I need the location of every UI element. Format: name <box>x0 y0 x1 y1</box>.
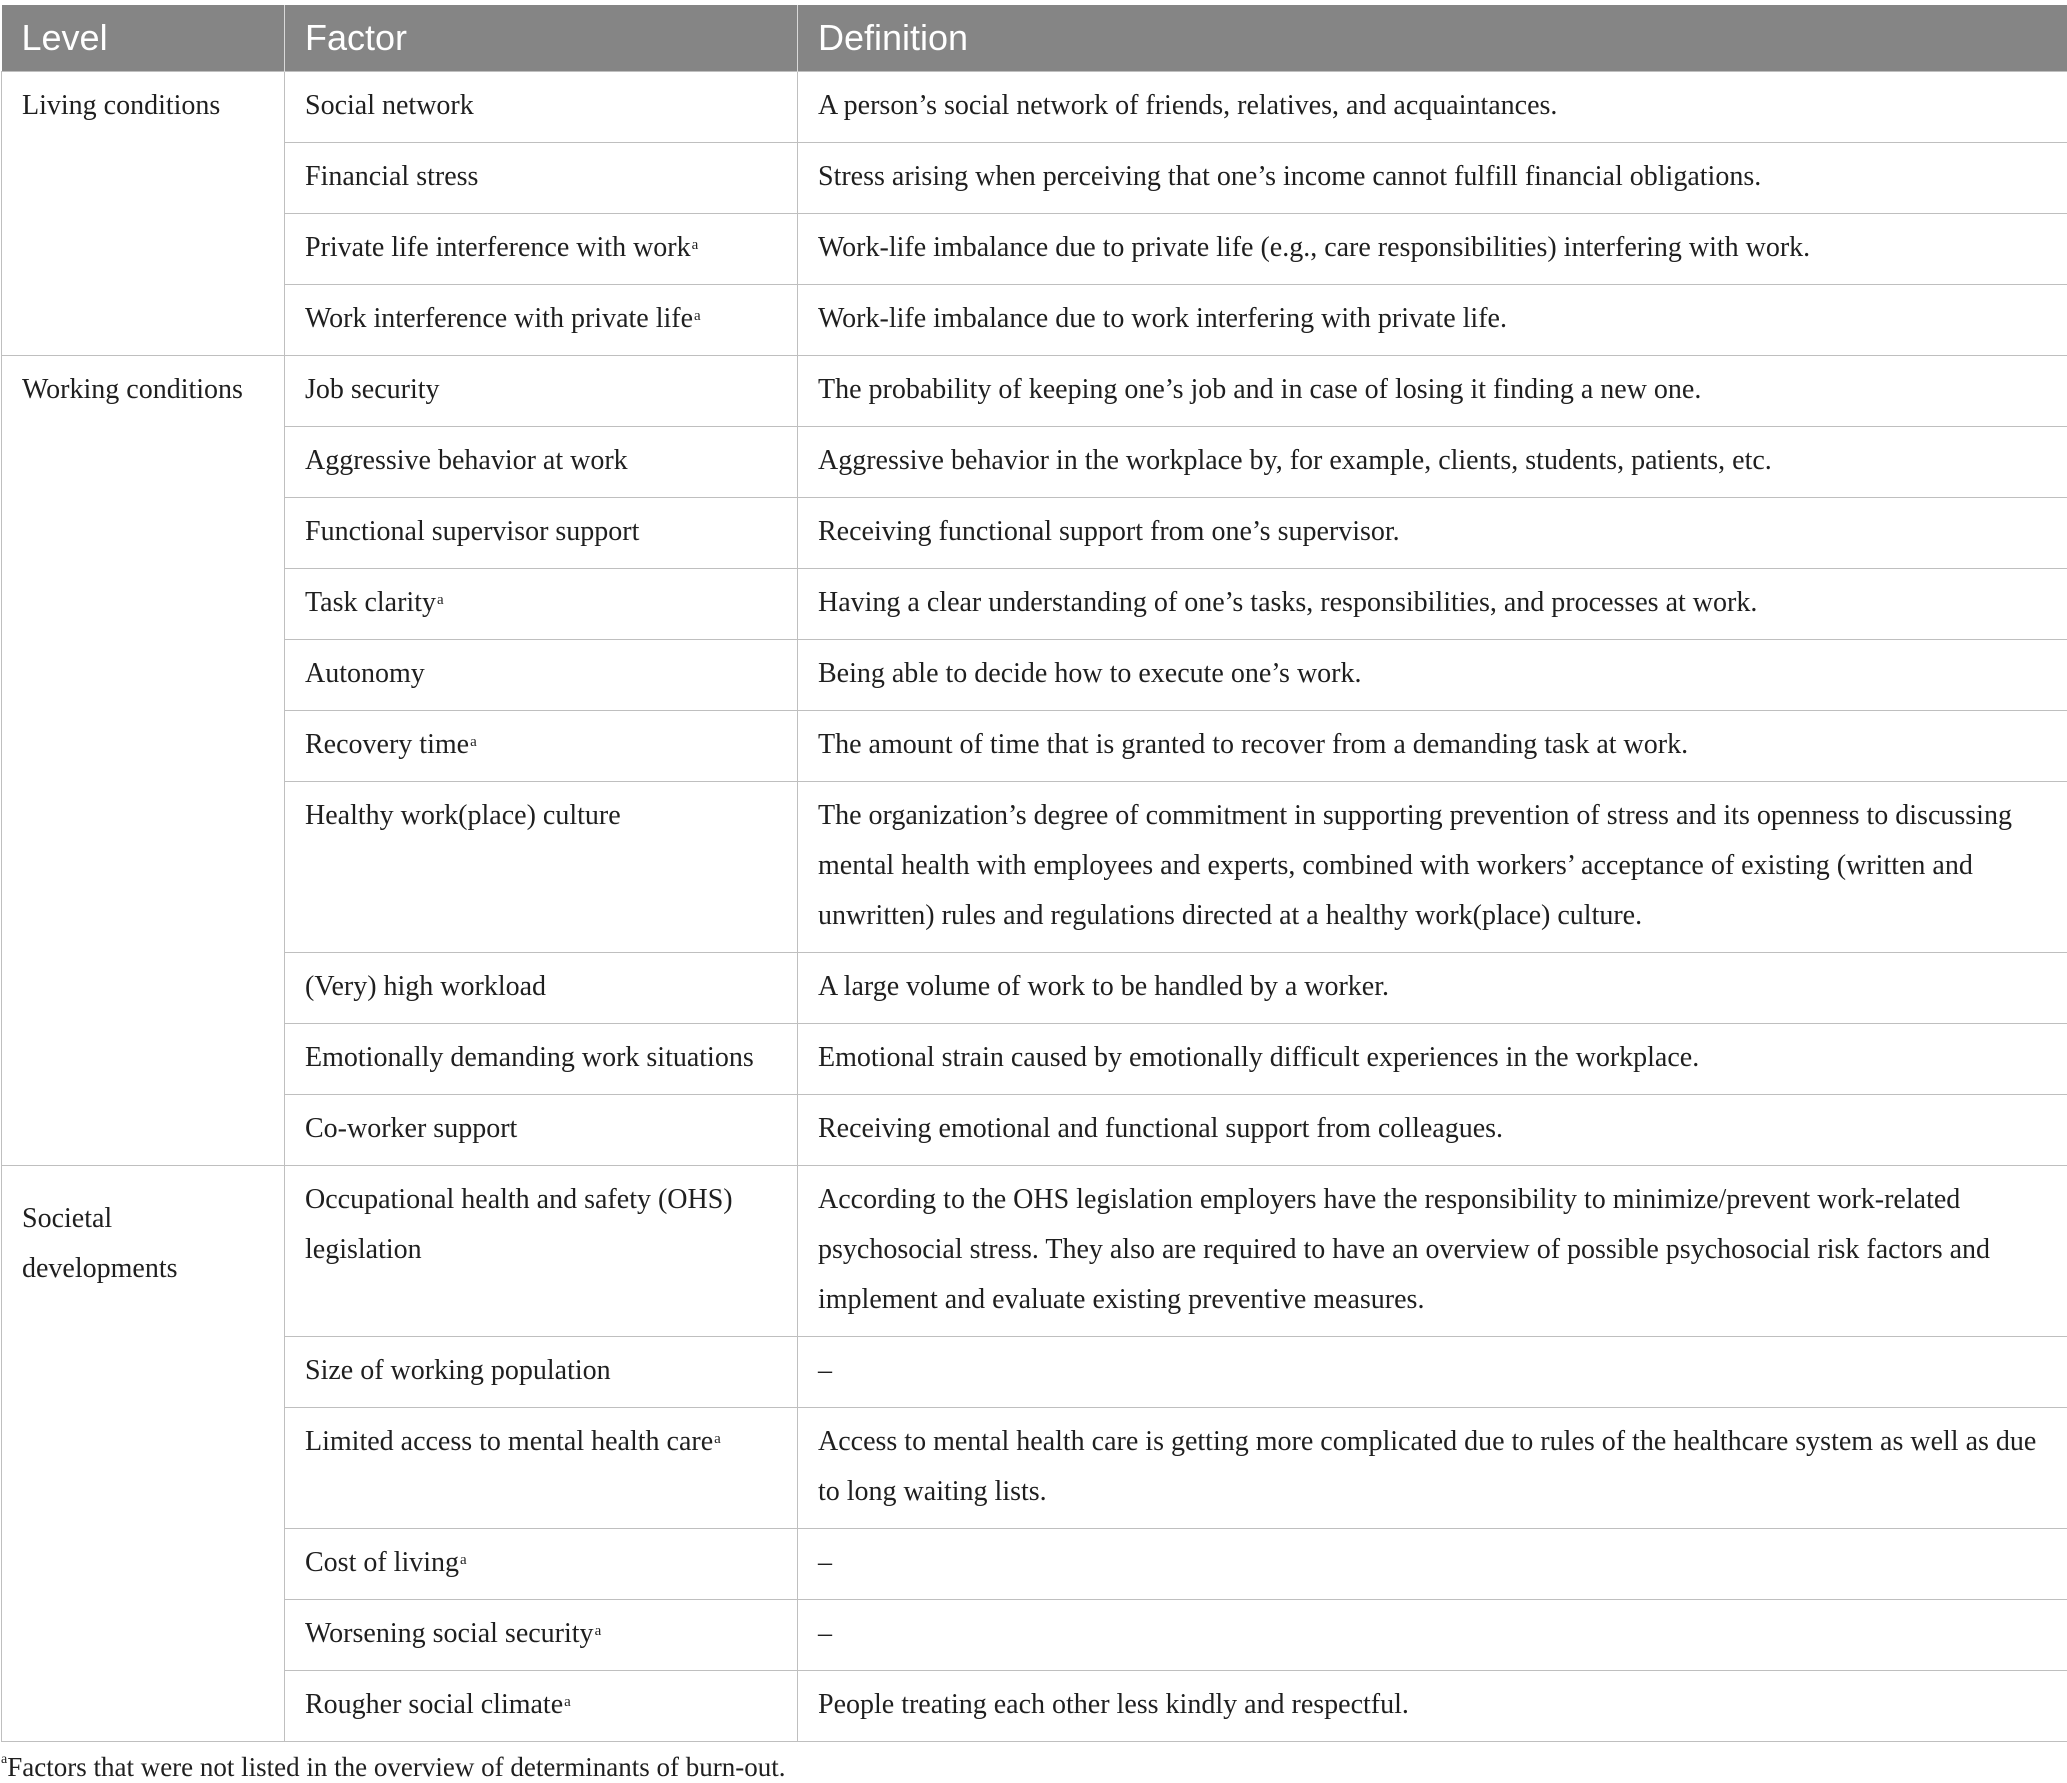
footnote-mark: a <box>595 1623 602 1639</box>
factor-text: Cost of living <box>305 1547 459 1578</box>
definition-cell: – <box>798 1600 2067 1671</box>
header-row <box>2 5 2067 72</box>
factor-text: Aggressive behavior at work <box>305 445 628 476</box>
definition-cell: Aggressive behavior in the workplace by, for example, clients, students, patients, etc. <box>798 427 2067 498</box>
factor-text: Recovery time <box>305 729 469 760</box>
definition-cell: Having a clear understanding of one’s tasks, responsibilities, and processes at work. <box>798 569 2067 640</box>
table-row <box>2 640 2067 711</box>
factor-cell <box>285 1600 798 1671</box>
definition-cell: Work-life imbalance due to private life (e.g., care responsibilities) interfering with work. <box>798 214 2067 285</box>
footnote-mark: a <box>470 734 477 750</box>
footnote-text: Factors that were not listed in the overview of determinants of burn-out. <box>7 1752 785 1782</box>
determinants-table <box>1 5 2067 1742</box>
definition-cell: Receiving emotional and functional support from colleagues. <box>798 1095 2067 1166</box>
factor-text: Functional supervisor support <box>305 516 639 547</box>
footnote-mark: a <box>692 237 699 253</box>
level-cell: Living conditions <box>2 72 285 356</box>
definition-cell: Being able to decide how to execute one’s work. <box>798 640 2067 711</box>
table-header <box>2 5 2067 72</box>
factor-cell <box>285 143 798 214</box>
definition-cell: A large volume of work to be handled by a worker. <box>798 953 2067 1024</box>
factor-text: Private life interference with work <box>305 232 691 263</box>
table-row <box>2 782 2067 953</box>
definition-cell: Receiving functional support from one’s supervisor. <box>798 498 2067 569</box>
factor-text: Work interference with private life <box>305 303 693 334</box>
table-row <box>2 356 2067 427</box>
table-row <box>2 427 2067 498</box>
table-row <box>2 1408 2067 1529</box>
definition-cell: – <box>798 1529 2067 1600</box>
table-row <box>2 1166 2067 1337</box>
definition-cell: – <box>798 1337 2067 1408</box>
factor-cell <box>285 285 798 356</box>
factor-cell <box>285 1024 798 1095</box>
table-row <box>2 1337 2067 1408</box>
definition-cell: Emotional strain caused by emotionally difficult experiences in the workplace. <box>798 1024 2067 1095</box>
factor-cell <box>285 356 798 427</box>
factor-cell <box>285 498 798 569</box>
factor-cell <box>285 782 798 953</box>
factor-cell <box>285 711 798 782</box>
definition-cell: According to the OHS legislation employers have the responsibility to minimize/prevent work-related psychosocial stress. They also are required to have an overview of possible psychosocial risk factors and implement and evaluate existing preventive measures. <box>798 1166 2067 1337</box>
factor-text: Worsening social security <box>305 1618 594 1649</box>
factor-cell <box>285 427 798 498</box>
factor-cell <box>285 1408 798 1529</box>
factor-cell <box>285 569 798 640</box>
table-container <box>1 5 2067 1783</box>
table-row <box>2 72 2067 143</box>
footnote-mark: a <box>714 1431 721 1447</box>
factor-text: Occupational health and safety (OHS) legislation <box>305 1184 733 1265</box>
footnote-mark: a <box>437 592 444 608</box>
table-row <box>2 953 2067 1024</box>
definition-cell: Access to mental health care is getting more complicated due to rules of the healthcare system as well as due to long waiting lists. <box>798 1408 2067 1529</box>
footnote-mark: a <box>564 1694 571 1710</box>
definition-cell: A person’s social network of friends, relatives, and acquaintances. <box>798 72 2067 143</box>
header-definition: Definition <box>798 5 2067 72</box>
table-row <box>2 1024 2067 1095</box>
table-row <box>2 285 2067 356</box>
factor-text: Limited access to mental health care <box>305 1426 713 1457</box>
factor-cell <box>285 72 798 143</box>
definition-cell: People treating each other less kindly and respectful. <box>798 1671 2067 1742</box>
table-row <box>2 1095 2067 1166</box>
factor-text: Social network <box>305 90 474 121</box>
factor-cell <box>285 640 798 711</box>
table-row <box>2 1671 2067 1742</box>
header-level: Level <box>2 5 285 72</box>
definition-cell: The organization’s degree of commitment in supporting prevention of stress and its openness to discussing mental health with employees and experts, combined with workers’ acceptance of existing (written and unwritten) rules and regulations directed at a healthy work(place) culture. <box>798 782 2067 953</box>
table-row <box>2 1529 2067 1600</box>
header-factor: Factor <box>285 5 798 72</box>
definition-cell: Work-life imbalance due to work interfering with private life. <box>798 285 2067 356</box>
definition-cell: The amount of time that is granted to recover from a demanding task at work. <box>798 711 2067 782</box>
factor-text: Job security <box>305 374 440 405</box>
definition-cell: The probability of keeping one’s job and in case of losing it finding a new one. <box>798 356 2067 427</box>
footnote-mark: a <box>460 1552 467 1568</box>
definition-cell: Stress arising when perceiving that one’s income cannot fulfill financial obligations. <box>798 143 2067 214</box>
factor-cell <box>285 953 798 1024</box>
factor-text: Autonomy <box>305 658 425 689</box>
factor-cell <box>285 214 798 285</box>
factor-cell <box>285 1529 798 1600</box>
factor-text: Emotionally demanding work situations <box>305 1042 754 1073</box>
factor-text: (Very) high workload <box>305 971 546 1002</box>
level-cell: Working conditions <box>2 356 285 1166</box>
factor-cell <box>285 1166 798 1337</box>
footnote-mark: a <box>1 1752 7 1767</box>
factor-cell <box>285 1095 798 1166</box>
table-row <box>2 1600 2067 1671</box>
table-row <box>2 498 2067 569</box>
table-body <box>2 72 2067 1742</box>
factor-cell <box>285 1671 798 1742</box>
table-row <box>2 143 2067 214</box>
level-cell: Societal developments <box>2 1166 285 1742</box>
table-footnote <box>1 1752 2067 1783</box>
table-row <box>2 711 2067 782</box>
factor-text: Financial stress <box>305 161 478 192</box>
footnote-mark: a <box>694 308 701 324</box>
factor-text: Co-worker support <box>305 1113 517 1144</box>
table-row <box>2 214 2067 285</box>
factor-text: Size of working population <box>305 1355 611 1386</box>
factor-text: Healthy work(place) culture <box>305 800 621 831</box>
table-row <box>2 569 2067 640</box>
factor-text: Rougher social climate <box>305 1689 563 1720</box>
factor-cell <box>285 1337 798 1408</box>
factor-text: Task clarity <box>305 587 436 618</box>
